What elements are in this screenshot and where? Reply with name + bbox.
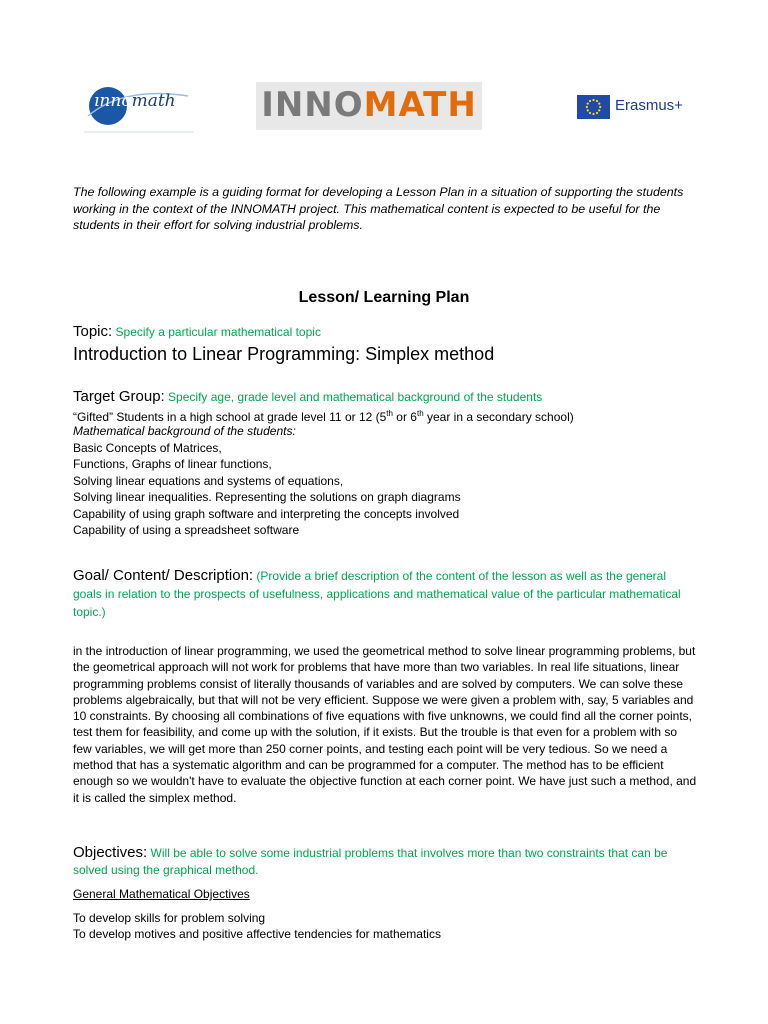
students-sup-2: th [416, 409, 424, 418]
students-text-a: “Gifted” Students in a high school at grade level 11 or 12 (5 [73, 410, 387, 424]
objective-item: To develop skills for problem solving [73, 911, 266, 925]
objectives-hint: Will be able to solve some industrial problems that involves more than two constraints that can be solved using the graphical method. [73, 846, 668, 877]
students-text-c: year in a secondary school) [423, 410, 574, 424]
intro-text: The following example is a guiding format for developing a Lesson Plan in a situation of supporting the students working in the context of the INNOMATH project. This mathematical content is expected to be useful for the students in their effort for solving industrial problems. [73, 185, 684, 232]
innomath-main-logo [256, 82, 482, 130]
main-logo-inno: INNO [261, 85, 364, 125]
small-logo-math: math [131, 91, 176, 111]
background-label: Mathematical background of the students: [73, 424, 296, 438]
students-sup-1: th [386, 409, 393, 418]
topic-line [73, 323, 321, 341]
target-group-hint: Specify age, grade level and mathematical background of the students [164, 390, 543, 404]
background-item: Capability of using a spreadsheet software [73, 523, 300, 537]
objective-item: To develop motives and positive affective tendencies for mathematics [73, 927, 441, 941]
topic-hint: Specify a particular mathematical topic [112, 325, 321, 339]
background-item: Solving linear inequalities. Representing the solutions on graph diagrams [73, 490, 461, 504]
goal-hint: (Provide a brief description of the content of the lesson as well as the general goals in relation to the prospects of usefulness, applications and mathematical value of the particular mathematical topic.) [73, 569, 681, 619]
innomath-small-logo [84, 78, 194, 134]
target-group-label: Target Group: [73, 388, 165, 405]
erasmus-label: Erasmus+ [615, 97, 683, 114]
topic-value: Introduction to Linear Programming: Simplex method [73, 344, 495, 364]
background-item: Basic Concepts of Matrices, [73, 441, 222, 455]
general-objectives-heading: General Mathematical Objectives [73, 887, 250, 901]
background-item: Functions, Graphs of linear functions, [73, 457, 272, 471]
goal-label: Goal/ Content/ Description: [73, 567, 254, 584]
erasmus-plus-logo [577, 95, 687, 121]
topic-label: Topic: [73, 323, 113, 340]
target-group-line [73, 388, 542, 406]
students-text-b: or 6 [392, 410, 417, 424]
background-item: Capability of using graph software and interpreting the concepts involved [73, 507, 460, 521]
objectives-label: Objectives: [73, 844, 148, 861]
goal-section [73, 567, 698, 621]
page-title: Lesson/ Learning Plan [298, 289, 470, 306]
main-logo-math: MATH [363, 85, 477, 125]
small-logo-inno: ınno [94, 91, 132, 111]
background-item: Solving linear equations and systems of equations, [73, 474, 344, 488]
eu-flag-icon [577, 95, 610, 119]
goal-paragraph: in the introduction of linear programming, we used the geometrical method to solve linear programming problems, but the geometrical approach will not work for problems that have more than two variables. In real life situations, linear programming problems consist of literally thousands of variables and are solved by computers. We can solve these problems algebraically, but that will not be very efficient. Suppose we were given a problem with, say, 5 variables and 10 constraints. By choosing all combinations of five equations with five unknowns, we could find all the corner points, test them for feasibility, and come up with the solution, if it exists. But the trouble is that even for a problem with so few variables, we will get more than 250 corner points, and testing each point will be very tedious. So we need a method that has a systematic algorithm and can be programmed for a computer. The method has to be efficient enough so we wouldn't have to evaluate the objective function at each corner point. We have just such a method, and it is called the simplex method. [73, 644, 697, 805]
objectives-section [73, 844, 698, 879]
